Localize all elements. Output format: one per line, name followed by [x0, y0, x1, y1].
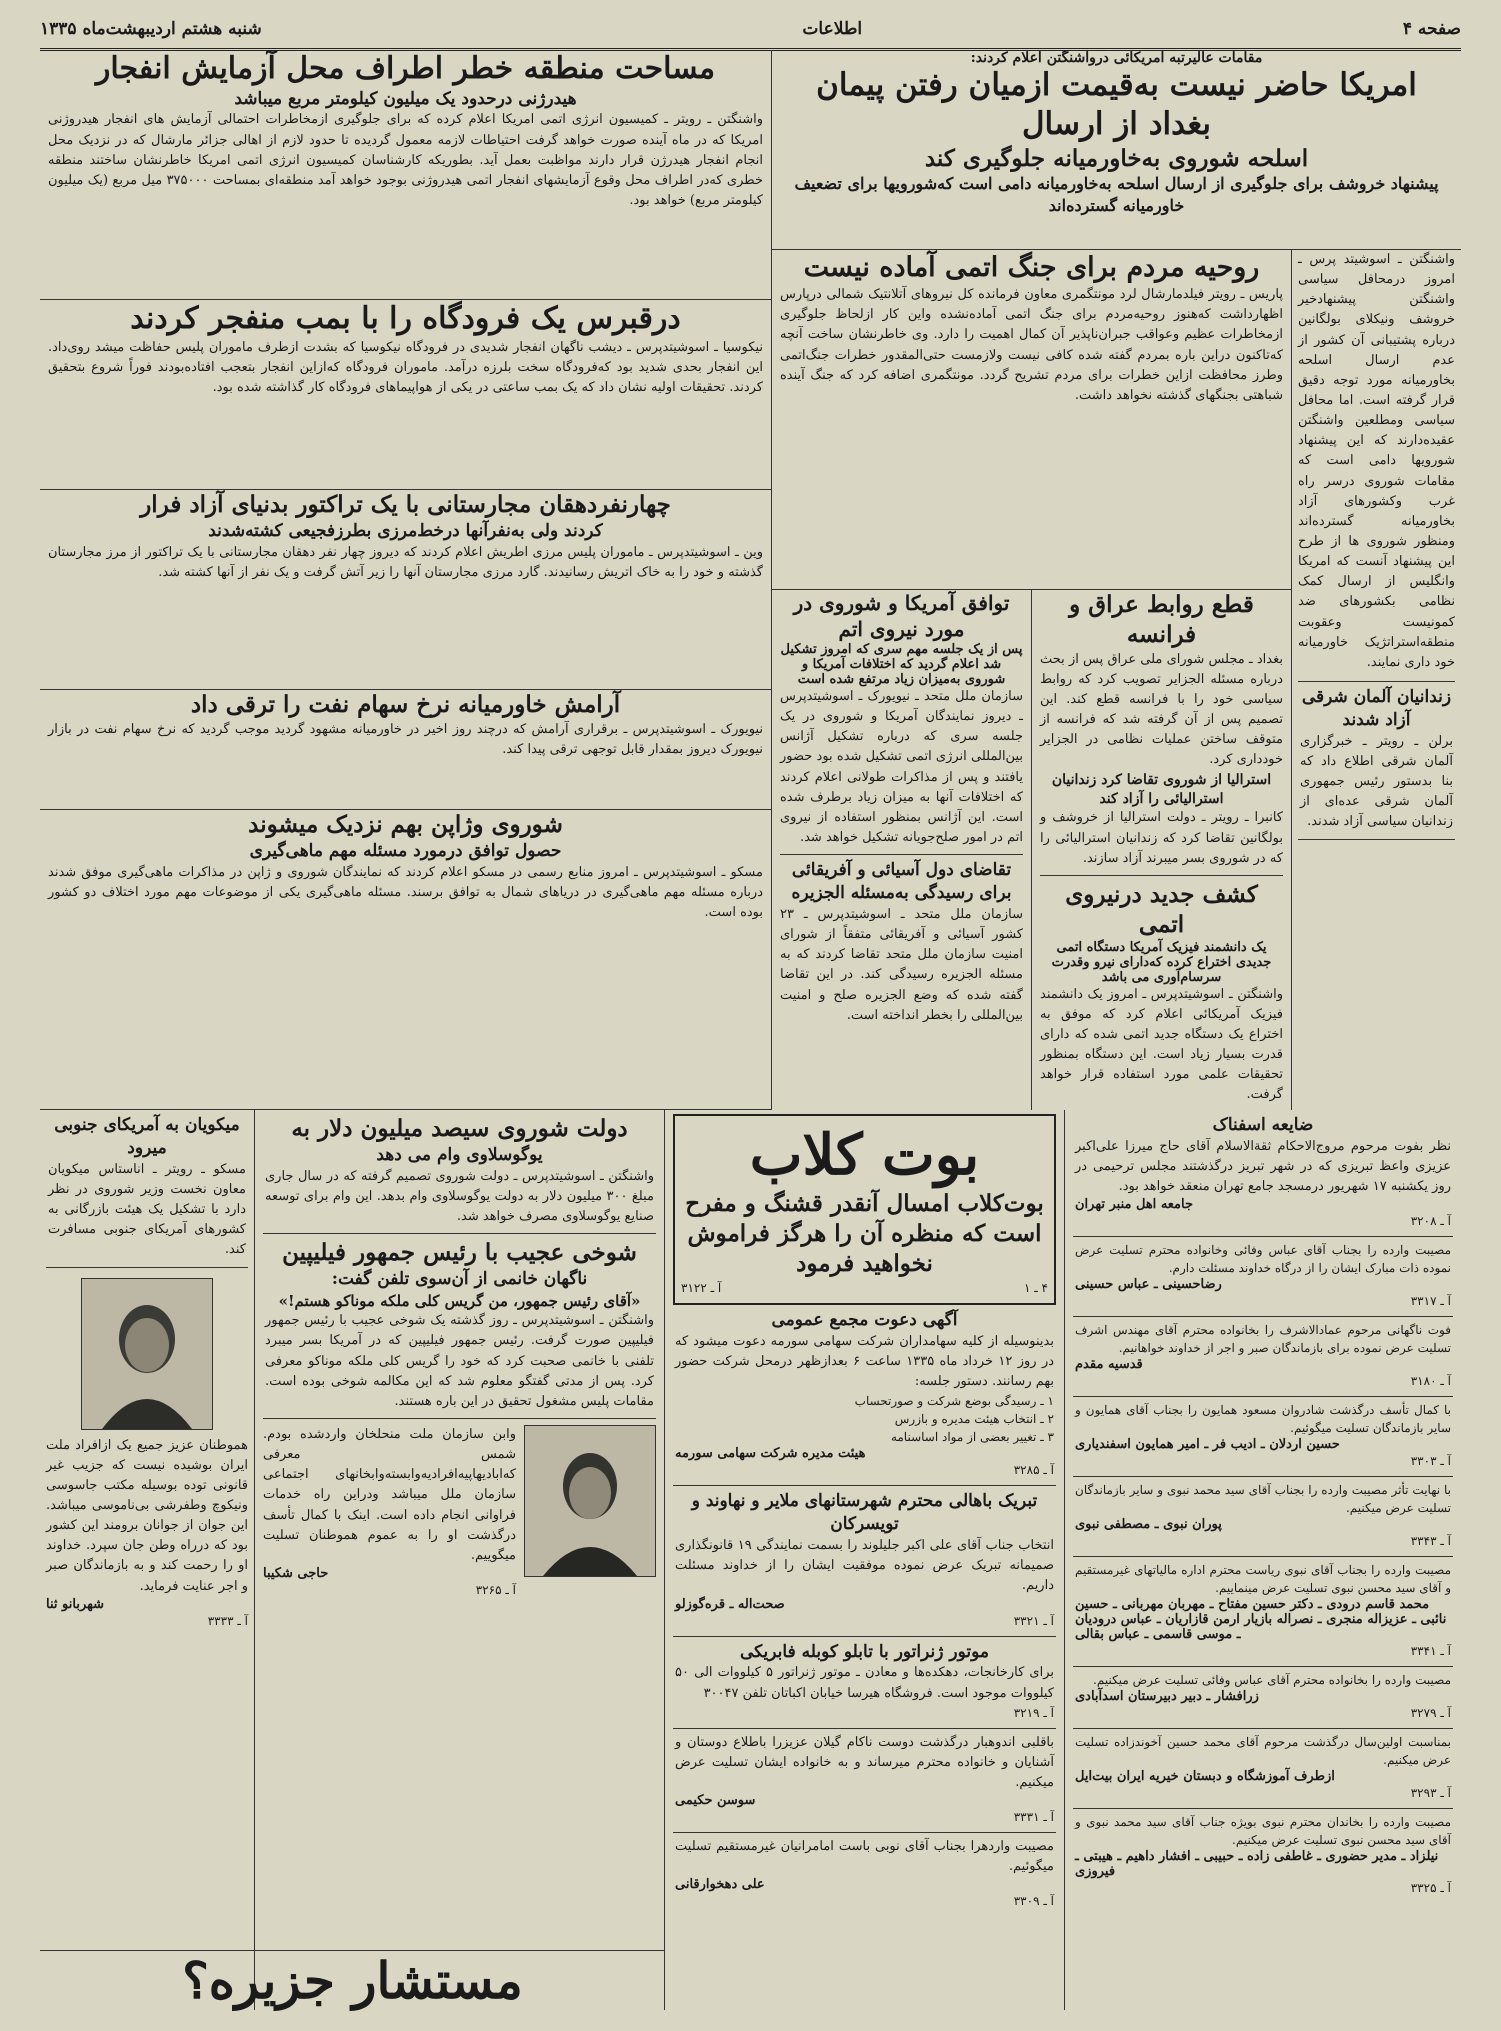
- left-column: [40, 1110, 255, 2010]
- condolence-body: مصیبت وارده را بخانواده محترم آقای عباس وفائی تسلیت عرض میکنیم.: [1093, 1673, 1451, 1688]
- issue-date: شنبه هشتم اردیبهشت‌ماه ۱۳۳۵: [40, 19, 262, 39]
- zayeat-title: ضایعه اسفناک: [1212, 1115, 1314, 1135]
- australia-body: کانبرا ـ رویتر ـ دولت استرالیا از خروشف و بولگانین تقاضا کرد که زندانیان استرالیائی را که در شوروی بسر میبرند آزاد سازند.: [1040, 810, 1283, 866]
- test-area-body: واشنگتن ـ رویتر ـ کمیسیون انرژی اتمی امریکا اعلام کرده که برای جلوگیری ازمخاطرات احتمالی آزمایش های انفجار هیدروژنی امریکا که در ماه آینده صورت خواهد گرفت احتیاطات لازمه معمول گردیده تا حدود لازم از اهالی جزائر مارشال که در نزدیک محل انجام انفجار هیدرژن قرار دارند مواظبت بعمل آید. بطوریکه کارشناسان کمیسیون انرژی اتمی امریکا خاطرنشان ساختند منطقه خطری که‌در اطراف محل وقوع آزمایشهای انفجار اتمی هیدروژنی بوجود خواهد آمد منطقه‌ای بمساحت ۳۷۵۰۰۰ میل مربع (یک میلیون کیلومتر مربع) خواهد بود.: [48, 112, 763, 208]
- portrait-photo-2: [524, 1425, 656, 1577]
- ali-signature: علی دهخوارقانی: [675, 1877, 765, 1893]
- fishing-body: مسکو ـ اسوشیتدپرس ـ امروز منابع رسمی در مسکو اعلام کردند که نمایندگان شوروی و ژاپن در مذاکرات ماهی‌گیری موفق شدند درباره مسئله مهم ماهی‌گیری در دریاهای شمال به توافق برسند. مسئله ماهی‌گیری یکی از موضوعات مهم مورد اختلاف دو کشور بوده است.: [48, 864, 763, 921]
- page-grid: [40, 50, 1461, 2021]
- condolence-signature: نیلزاد ـ مدیر حضوری ـ غاطفی زاده ـ حبیبی ـ افشار داهیم ـ هیبتی ـ فیروزی: [1075, 1849, 1439, 1880]
- condolence-signature: محمد قاسم درودی ـ دکتر حسین مفتاح ـ مهربان مهربانی ـ حسین نائبی ـ عزیزاله منجری ـ نصراله بازیار ارمن قازاریان ـ عباس درودیان ـ موسی قاسمی ـ عباس بقالی: [1075, 1597, 1447, 1643]
- condolence-notice: [1073, 1729, 1453, 1809]
- condolence-code: آ ـ ۳۳۴۱: [1410, 1644, 1451, 1659]
- zayeat-body: نظر بفوت مرحوم مروج‌الاحکام ثقةالاسلام آقای حاج میرزا علی‌اکبر عزیزی واعظ تبریزی که در شهر تبریز درگذشتند مجلس ترحیمی در روز یکشنبه ۱۷ شهریور درمسجد جامع تهران منعقد خواهد بود.: [1075, 1138, 1451, 1195]
- mostashar-title: مستشار جزیره؟: [182, 1951, 523, 2010]
- bootclub-line3: نخواهید فرمود: [796, 1249, 933, 1277]
- ali-body: مصیبت واردهرا بجناب آقای نوبی باست امامرانیان غیرمستقیم تسلیت میگوئیم.: [675, 1839, 1054, 1875]
- test-area-headline: مساحت منطقه خطر اطراف محل آزمایش انفجار: [95, 51, 716, 86]
- congrats-code: آ ـ ۳۳۲۱: [1013, 1613, 1054, 1628]
- congrats-signature: صحت‌اله ـ قره‌گوزلو: [675, 1596, 785, 1612]
- congrats-ad: [673, 1486, 1056, 1636]
- paper-name: اطلاعات: [802, 19, 863, 39]
- generator-title: موتور ژنراتور با تابلو کوبله فابریکی: [740, 1641, 989, 1662]
- condolence-body: مصیبت وارده را بجناب آقای نبوی ریاست محترم اداره مالیاتهای غیرمستقیم و آقای سید محسن نبوی تسلیت عرض مینماییم.: [1075, 1563, 1451, 1596]
- generator-ad: [673, 1637, 1056, 1729]
- prisoners-body: برلن ـ رویتر ـ خبرگزاری آلمان شرقی اطلاع داد که بنا بدستور رئیس جمهوری آلمان شرقی عده‌ای از زندانیان سیاسی آزاد شدند.: [1300, 733, 1453, 830]
- assembly-code: آ ـ ۳۲۸۵: [1013, 1463, 1054, 1478]
- mikoyan-body: مسکو ـ رویتر ـ اناستاس میکویان معاون نخست وزیر شوروی در نظر دارد با تشکیل یک هیئت بازرگانی به کشورهای آمریکای جنوبی مسافرت کند.: [48, 1161, 246, 1258]
- bootclub-ad: [673, 1114, 1056, 1305]
- oil-headline: آرامش خاورمیانه نرخ سهام نفت را ترقی داد: [190, 691, 621, 718]
- zayeat-signature: جامعه اهل منبر تهران: [1075, 1197, 1194, 1213]
- assembly-ad: [673, 1305, 1056, 1486]
- fishing-subhead: حصول توافق درمورد مسئله مهم ماهی‌گیری: [249, 840, 562, 861]
- cyprus-body: نیکوسیا ـ اسوشیتدپرس ـ دیشب ناگهان انفجار شدیدی در فرودگاه نیکوسیا که بشدت ازطرف ماموران پلیس حفاظت میشد روی‌داد. این انفجار بحدی شدید بود که‌فرودگاه سخت بلرزه درآمد. ماموران فرودگاه که‌ازاین انفجار بتعجب افتاده‌بودند فوراً شروع بتحقیق کردند. تحقیقات اولیه نشان داد که یک بمب ساعتی در یکی از هواپیماهای فرودگاه کار گذاشته شده بود.: [48, 339, 763, 395]
- yugoslavia-article: [263, 1110, 656, 1234]
- discovery-headline: کشف جدید درنیروی اتمی: [1065, 880, 1258, 938]
- obit1-code: آ ـ ۳۳۳۳: [207, 1613, 248, 1628]
- oil-body: نیویورک ـ اسوشیتدپرس ـ برقراری آرامش که درچند روز اخیر در خاورمیانه مشهود گردید موجب گردید که نرخ سهام نفت در بازار نیویورک دیروز بمقدار قابل توجهی ترقی پیدا کند.: [48, 721, 763, 758]
- joke-body: واشنگتن ـ اسوشیتدپرس ـ روز گذشته یک شوخی عجیب با رئیس جمهور فیلیپین صورت گرفت. رئیس جمهور فیلیپین که در آمریکا بسر میبرد تلفنی با خانمی صحبت کرد که خود را گریس کلی ملکه موناکو معرفی کرد. پس از مدتی گفتگو معلوم شد که این مکالمه شوخی بوده است. مقامات پلیس مشغول تحقیق در این باره هستند.: [265, 1313, 654, 1409]
- portrait-silhouette-2: [535, 1436, 645, 1576]
- ads-column: [665, 1110, 1065, 2010]
- cyprus-headline: درقبرس یک فرودگاه را با بمب منفجر کردند: [130, 301, 681, 336]
- ali-code: آ ـ ۳۳۰۹: [1013, 1894, 1054, 1909]
- condolence-notice: [1073, 1237, 1453, 1317]
- joke-headline: شوخی عجیب با رئیس جمهور فیلیپین: [282, 1239, 637, 1267]
- yugoslavia-subhead: یوگوسلاوی وام می دهد: [376, 1144, 543, 1165]
- condolence-code: آ ـ ۳۱۸۰: [1410, 1374, 1451, 1389]
- zayeat-notice: [1073, 1110, 1453, 1237]
- atom-headline: توافق آمریکا و شوروی در مورد نیروی اتم: [793, 591, 1010, 641]
- lead-subhead: پیشنهاد خروشف برای جلوگیری از ارسال اسلحه به‌خاورمیانه دامی است که‌شورویها برای تضعیف خاورمیانه گسترده‌اند: [794, 174, 1439, 215]
- obit1-signature: شهربانو ثنا: [46, 1596, 104, 1612]
- mostashar-banner: [40, 1950, 665, 2020]
- bootclub-title: بوت کلاب: [749, 1122, 980, 1188]
- middle-left-column: [255, 1110, 665, 2010]
- discovery-body: واشنگتن ـ اسوشیتدپرس ـ امروز یک دانشمند فیزیک آمریکائی اعلام کرد که موفق به اختراع یک دستگاه جدید اتمی شده که دارای قدرت بسیار زیاد است. این دستگاه بمنظور تحقیقات علمی مورد استفاده قرار خواهد گرفت.: [1040, 986, 1283, 1103]
- yugoslavia-body: واشنگتن ـ اسوشیتدپرس ـ دولت شوروی تصمیم گرفته که در سال جاری مبلغ ۳۰۰ میلیون دلار به دولت یوگوسلاوی وام بدهد. این وام برای توسعه صنایع یوگوسلاوی مصرف خواهد شد.: [265, 1168, 654, 1225]
- ali-notice: [673, 1833, 1056, 1916]
- algeria-headline: تقاضای دول آسیائی و آفریقائی برای رسیدگی به‌مسئله الجزیره: [791, 860, 1012, 904]
- cyprus-article: [40, 300, 771, 490]
- joke-quote: «آقای رئیس جمهور، من گریس کلی ملکه موناکو هستم!»: [278, 1292, 641, 1311]
- page-number: صفحه ۴: [1402, 19, 1461, 39]
- atom-subhead: پس از یک جلسه مهم سری که امروز تشکیل شد اعلام گردید که اختلافات آمریکا و شوروی به‌میزان زیاد مرتفع شده است: [780, 642, 1023, 687]
- assembly-title: آگهی دعوت مجمع عمومی: [771, 1309, 958, 1330]
- bootclub-line1: بوت‌کلاب امسال آنقدر قشنگ و مفرح: [685, 1190, 1044, 1218]
- condolence-code: آ ـ ۳۳۰۳: [1410, 1454, 1451, 1469]
- condolence-code: آ ـ ۳۲۹۳: [1410, 1786, 1451, 1801]
- condolence-notice: [1073, 1557, 1453, 1667]
- assembly-body: بدینوسیله از کلیه سهامداران شرکت سهامی سورمه دعوت میشود که در روز ۱۲ خرداد ماه ۱۳۳۵ ساعت ۶ بعدازظهر درمحل شرکت حضور بهم رسانند. دستور جلسه:: [675, 1333, 1055, 1390]
- obit2-code: آ ـ ۳۲۶۵: [475, 1583, 516, 1598]
- fishing-article: [40, 810, 771, 1110]
- escape-headline: چهارنفردهقان مجارستانی با یک تراکتور بدنیای آزاد فرار: [140, 491, 671, 518]
- condolence-signature: پوران نبوی ـ مصطفی نبوی: [1075, 1517, 1222, 1533]
- escape-article: [40, 490, 771, 690]
- zayeat-code: آ ـ ۳۲۰۸: [1410, 1214, 1451, 1229]
- bootclub-code1: ۴ ـ ۱: [1023, 1280, 1048, 1295]
- sous-notice: [673, 1729, 1056, 1833]
- test-area-article: [40, 50, 771, 300]
- condolence-body: مصیبت وارده را بجناب آقای عباس وفائی وخانواده محترم تسلیت عرض نموده ذات مبارک ایشان را از درگاه خداوند مسئلت دارم.: [1075, 1243, 1451, 1276]
- condolence-notice: [1073, 1397, 1453, 1477]
- assembly-item-2: ۲ ـ انتخاب هیئت مدیره و بازرس: [894, 1412, 1054, 1427]
- sous-signature: سوسن حکیمی: [675, 1793, 756, 1809]
- condolence-body: بمناسبت اولین‌سال درگذشت مرحوم آقای محمد حسین آخوندزاده تسلیت عرض میکنیم.: [1075, 1735, 1451, 1768]
- portrait-photo-1: [81, 1278, 213, 1430]
- prisoners-headline: زندانیان آلمان شرقی آزاد شدند: [1301, 686, 1452, 730]
- sous-code: آ ـ ۳۳۳۱: [1013, 1810, 1054, 1825]
- yugoslavia-headline: دولت شوروی سیصد میلیون دلار به: [291, 1115, 628, 1142]
- condolence-code: آ ـ ۳۲۷۹: [1410, 1706, 1451, 1721]
- generator-body: برای کارخانجات، دهکده‌ها و معادن ـ موتور ژنراتور ۵ کیلووات الی ۵۰ کیلووات موجود است. فروشگاه هیرسا خیابان اکباتان تلفن ۳۰۰۴۷: [675, 1665, 1054, 1701]
- obit2-block: [263, 1425, 656, 1599]
- lead-body-column: [1291, 250, 1461, 1110]
- lead-headline: امریکا حاضر نیست به‌قیمت ازمیان رفتن پیمان بغداد از ارسال: [816, 67, 1417, 142]
- condolence-code: آ ـ ۳۳۲۵: [1410, 1881, 1451, 1896]
- mikoyan-article: [46, 1110, 248, 1268]
- portrait-silhouette-1: [92, 1289, 202, 1429]
- condolence-body: با کمال تأسف درگذشت شادروان مسعود همایون را بجناب آقای همایون و سایر بازماندگان تسلیت میگوئیم.: [1075, 1403, 1451, 1436]
- condolence-body: مصیبت وارده را بخاندان محترم نبوی بویژه جناب آقای سید محمد نبوی و آقای سید محسن نبوی تسلیت عرض میکنیم.: [1075, 1815, 1451, 1848]
- iraq-body: بغداد ـ مجلس شورای ملی عراق پس از بحث درباره مسئله الجزایر تصویب کرد که روابط سیاسی خود را با فرانسه قطع کند. این تصمیم پس از آن گرفته شد که فرانسه از متوقف ساختن عملیات نظامی در الجزایر خودداری کرد.: [1040, 651, 1283, 768]
- condolence-notice: [1073, 1809, 1453, 1903]
- condolence-signature: ازطرف آموزشگاه و دبستان خیریه ایران بیت‌ایل: [1075, 1769, 1335, 1785]
- obit1-body: هموطنان عزیز جمیع یک ازافراد ملت ایران بوشیده نیست که جزیب غیر قانونی توده بوسیله مکتب جاسوسی ونیکوچ وطفرشی بی‌ناموسی میباشد. این جوان از جوانان برومند این کشور بود که درراه وطن جان سپرد. خداوند او را رحمت کند و به بازماندگان صبر و اجر عنایت فرماید.: [46, 1437, 248, 1594]
- atom-agreement-article: [771, 590, 1031, 1110]
- lead-headline-2: اسلحه شوروی به‌خاورمیانه جلوگیری کند: [924, 144, 1309, 172]
- iraq-headline: قطع روابط عراق و فرانسه: [1069, 591, 1254, 648]
- morale-article: [771, 250, 1291, 590]
- condolence-notice: [1073, 1477, 1453, 1557]
- condolence-signature: قدسیه مقدم: [1075, 1357, 1143, 1373]
- lead-kicker: مقامات عالیرتبه امریکائی درواشنگتن اعلام کردند:: [970, 50, 1263, 66]
- morale-body: پاریس ـ رویتر فیلدمارشال لرد مونتگمری معاون فرمانده کل نیروهای آتلانتیک شمالی درپارس اظهارداشت که‌هنوز روحیه‌مردم برای جنگ اتمی آماده‌نشده واین کار ازلحاظ جلوگیری ازمخاطرات عظیم وعواقب جبران‌ناپذیر آن کمال اهمیت را دارد. وی خاطرنشان ساخت آنچه که‌تاکنون دراین باره بمردم گفته شده کافی نیست ولازمست حتی‌المقدور خطرات جنگ‌اتمی وطرز محافظت ازاین خطرات برای مردم تشریح گردد. مونتگمری اضافه کرد که جنگ آینده شباهتی بجنگهای گذشته نخواهد داشت.: [780, 287, 1283, 403]
- australia-subhead: استرالیا از شوروی تقاضا کرد زندانیان استرالیائی را آزاد کند: [1051, 771, 1272, 807]
- masthead: [40, 10, 1461, 51]
- discovery-subhead: یک دانشمند فیزیک آمریکا دستگاه اتمی جدیدی اختراع کرده که‌دارای نیرو وقدرت سرسام‌آوری می باشد: [1051, 939, 1272, 985]
- sous-body: باقلبی اندوهبار درگذشت دوست ناکام گیلان عزیزرا باطلاع دوستان و آشنایان و خانواده محترم میرساند و به خانواده ایشان تسلیت عرض میکنیم.: [675, 1734, 1054, 1791]
- mikoyan-headline: میکویان به آمریکای جنوبی میرود: [54, 1115, 240, 1158]
- algeria-body: سازمان ملل متحد ـ اسوشیتدپرس ـ ۲۳ کشور آسیائی و آفریقائی متفقاً از شورای امنیت سازمان ملل متحد تقاضا کردند که به مسئله الجزیره رسیدگی کند. در این تقاضا گفته شده که وضع الجزیره صلح و امنیت بین‌المللی را بخطر انداخته است.: [780, 907, 1023, 1023]
- iraq-france-article: [1031, 590, 1291, 1110]
- joke-subhead: ناگهان خانمی از آن‌سوی تلفن گفت:: [331, 1269, 588, 1290]
- algeria-article: [780, 854, 1023, 1026]
- congrats-body: انتخاب جناب آقای علی اکبر جلیلوند را بسمت نمایندگی ۱۹ قانونگذاری صمیمانه تبریک عرض نموده موفقیت ایشان را از خداوند مسئلت داریم.: [675, 1538, 1055, 1594]
- discovery-article: [1040, 875, 1283, 1106]
- generator-code: آ ـ ۳۲۱۹: [1013, 1705, 1054, 1720]
- joke-article: [263, 1234, 656, 1419]
- bootclub-line2: است که منظره آن را هرگز فراموش: [687, 1220, 1042, 1248]
- condolence-code: آ ـ ۳۳۱۷: [1410, 1294, 1451, 1309]
- condolence-notice: [1073, 1667, 1453, 1729]
- condolence-signature: رضاحسینی ـ عباس حسینی: [1075, 1277, 1222, 1293]
- lead-article: [771, 50, 1461, 250]
- bootclub-code2: آ ـ ۳۱۲۲: [681, 1280, 722, 1295]
- congrats-title: تبریک باهالی محترم شهرستانهای ملایر و نهاوند و تویسرکان: [691, 1491, 1038, 1535]
- obit2-signature: حاجی شکیبا: [263, 1566, 329, 1582]
- assembly-item-3: ۳ ـ تغییر بعضی از مواد اساسنامه: [890, 1430, 1054, 1445]
- test-area-subhead: هیدرژنی درحدود یک میلیون کیلومتر مربع میباشد: [234, 88, 577, 109]
- oil-article: [40, 690, 771, 810]
- condolence-notice: [1073, 1317, 1453, 1397]
- obit2-body: وابن سازمان ملت منحلخان واردشده بودم. شمس معرفی که‌ابادیهاپیه‌افرادیه‌وابسته‌وابخانهای اجتماعی سازمان ملل میباشد ودراین راه خدمات فراوانی انجام داده است. اینک با کمال تأسف درگذشت او را به عموم هموطنان تسلیت میگوییم.: [263, 1427, 516, 1563]
- assembly-item-1: ۱ ـ رسیدگی بوضع شرکت و صورتحساب: [854, 1394, 1054, 1409]
- escape-body: وین ـ اسوشیتدپرس ـ ماموران پلیس مرزی اطریش اعلام کردند که دیروز چهار نفر دهقان مجارستانی با یک تراکتور از مرز مجارستان گذشته و خود را به خاک اتریش رسانیدند. گارد مرزی مجارستان آنها را زیر آتش گرفت و یک نفر از آنها کشته شد.: [48, 544, 763, 580]
- condolence-signature: زرافشار ـ دبیر دبیرستان اسدآبادی: [1075, 1689, 1259, 1705]
- prisoners-article: [1298, 681, 1455, 840]
- assembly-signature: هیئت مدیره شرکت سهامی سورمه: [675, 1446, 866, 1462]
- condolence-code: آ ـ ۳۳۴۳: [1410, 1534, 1451, 1549]
- condolence-column: [1065, 1110, 1461, 2010]
- condolence-body: فوت ناگهانی مرحوم عمادالاشرف را بخانواده محترم آقای مهندس اشرف تسلیت عرض نموده برای بازماندگان صبر و اجر از خداوند خواهانیم.: [1075, 1323, 1451, 1356]
- escape-subhead: کردند ولی به‌نفرآنها درخط‌مرزی بطرزفجیعی کشته‌شدند: [208, 520, 603, 541]
- atom-body: سازمان ملل متحد ـ نیویورک ـ اسوشیتدپرس ـ دیروز نمایندگان آمریکا و شوروی در یک جلسه سری که درباره تشکیل آژانس بین‌المللی انرژی اتمی تشکیل شده بود حضور یافتند و پس از مذاکرات طولانی اعلام کردند که اختلافات آنها به میزان زیاد برطرف شده است. این آژانس بمنظور استفاده از نیروی اتم در امور صلح‌جویانه تشکیل خواهد شد.: [780, 689, 1023, 845]
- morale-headline: روحیه مردم برای جنگ اتمی آماده نیست: [803, 252, 1260, 283]
- condolence-body: با نهایت تأثر مصیبت وارده را بجناب آقای سید محمد نبوی و سایر بازماندگان تسلیت عرض میکنیم.: [1075, 1483, 1451, 1516]
- condolence-signature: حسین اردلان ـ ادیب فر ـ امیر همایون اسفندیاری: [1075, 1437, 1340, 1453]
- lead-body: واشنگتن ـ اسوشیتد پرس ـ امروز درمحافل سیاسی واشنگتن پیشنهادخیر خروشف ونیکلای بولگانین درباره پشتیبانی آن کشور از عدم ارسال اسلحه بخاورمیانه مورد توجه دقیق قرار گرفته‌ است. اما محافل سیاسی ومطلعین واشنگتن عقیده‌دارند که این پیشنهاد شورویها دامی است که مقامات شوروی درسر راه غرب وکشورهای آزاد بخاورمیانه گسترده‌اند ومنظور شوروی ها از طرح این پیشنهاد آنست که امریکا وانگلیس از ارسال کمک نظامی بکشورهای ضد کمونیست وعقوبت منطقه‌استراتژیک خاورمیانه خود داری نمایند.: [1298, 252, 1455, 670]
- fishing-headline: شوروی وژاپن بهم نزدیک میشوند: [248, 811, 563, 838]
